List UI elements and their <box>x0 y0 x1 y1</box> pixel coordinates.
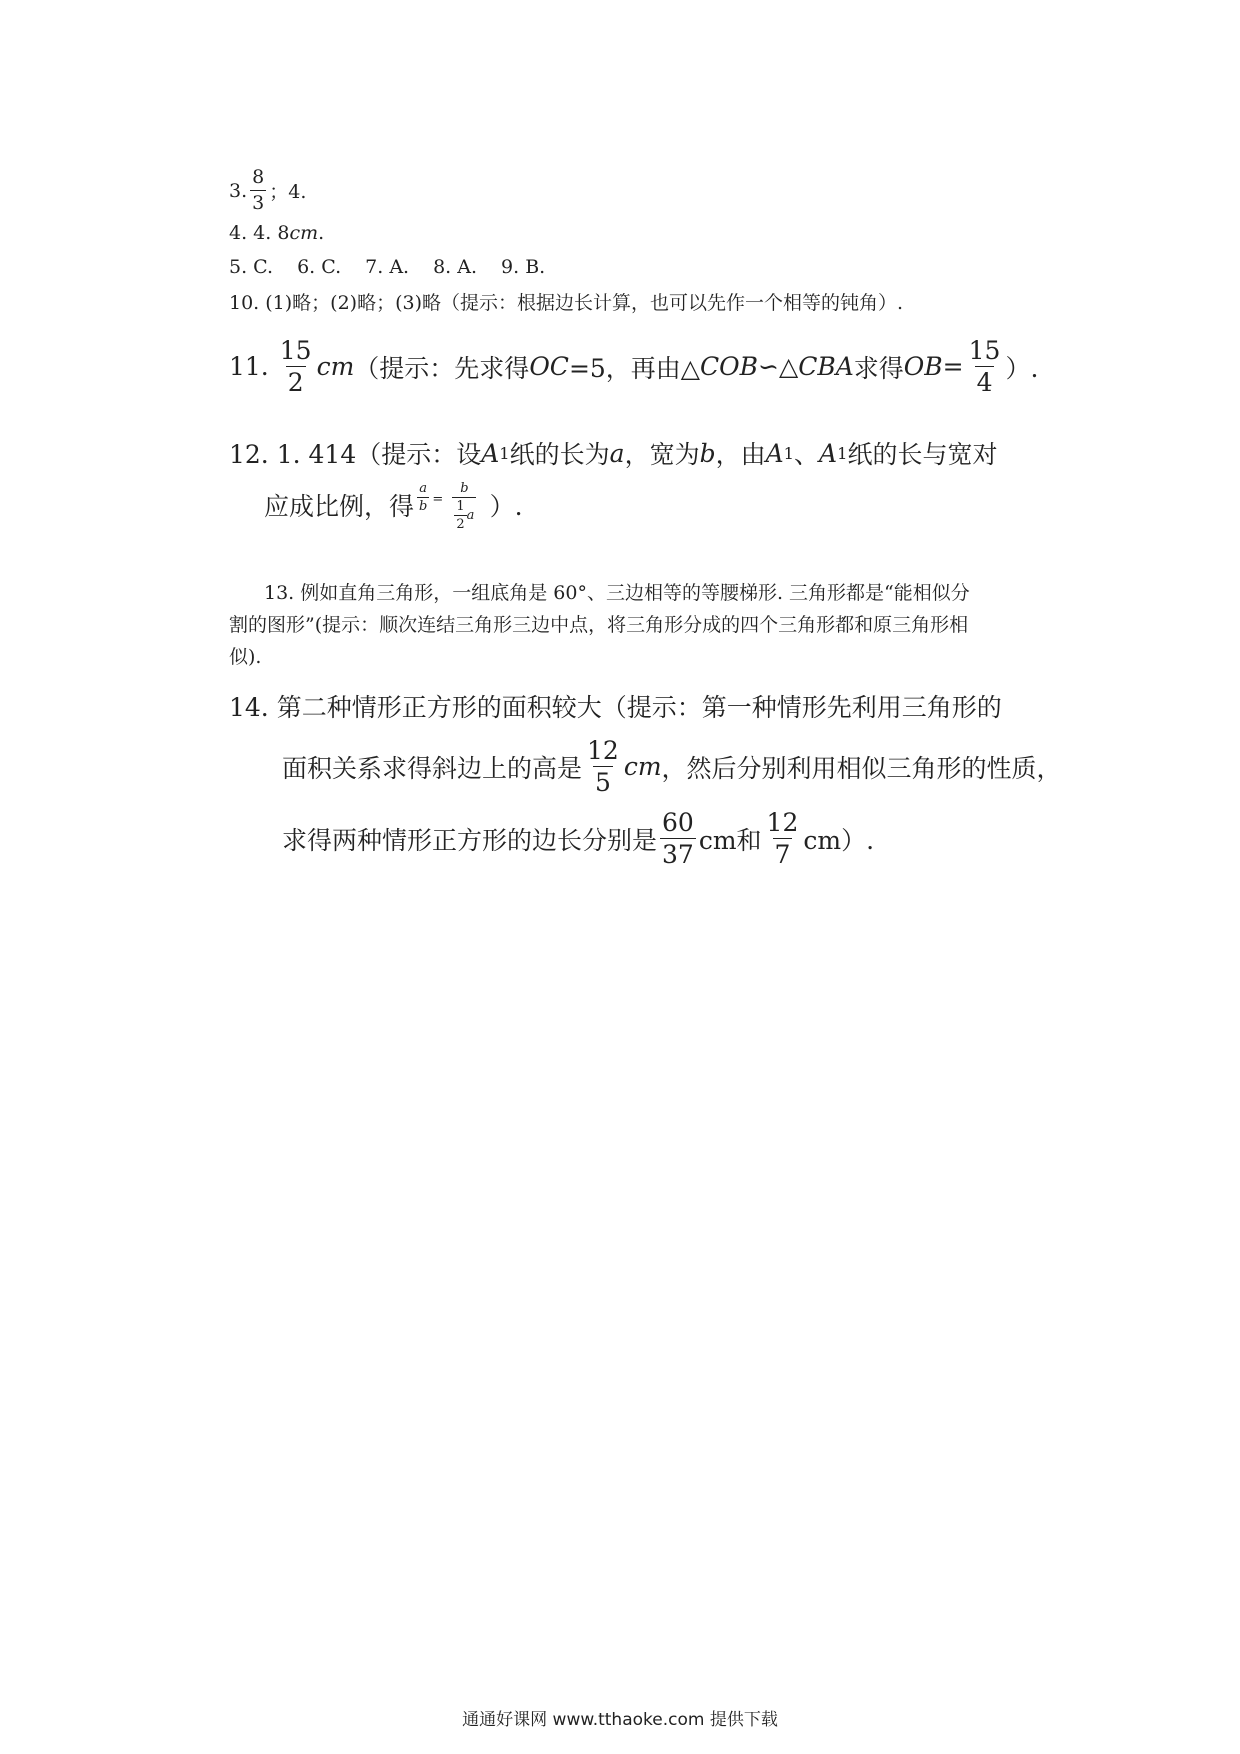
fraction-numerator: 15 <box>279 336 312 365</box>
answer-3-rest: ；4. <box>269 181 307 203</box>
triangle-cob: COB <box>700 352 759 381</box>
unit-cm: cm <box>623 752 662 781</box>
answer-12-line-2-start: 应成比例，得 <box>264 491 415 521</box>
fraction-denominator <box>452 497 476 531</box>
fraction-numerator: b <box>460 481 469 496</box>
answer-13-text: 割的图形”(提示：顺次连结三角形三边中点，将三角形分成的四个三角形都和原三角形相 <box>229 614 969 636</box>
answer-12-end: 纸的长与宽对 <box>847 440 998 469</box>
similar-symbol: ∽△ <box>758 352 799 381</box>
fraction-denominator: 2 <box>456 517 465 532</box>
answer-4-period: . <box>318 222 325 244</box>
paper-a1: A <box>481 438 500 468</box>
segment-ob: OB <box>903 352 943 381</box>
triangle-cba: CBA <box>798 352 854 381</box>
answer-14-line-1 <box>229 688 1002 724</box>
fraction-denominator: b <box>419 499 428 514</box>
answer-14-text: 面积关系求得斜边上的高是 <box>282 753 583 783</box>
answer-11-close: ）. <box>1005 353 1039 383</box>
ratio-b-over-half-a <box>446 482 482 531</box>
variable-a: a <box>609 438 625 468</box>
fraction-denominator: 5 <box>594 768 611 797</box>
answer-11-fraction-2 <box>967 338 1003 395</box>
answer-13-text: 13. 例如直角三角形，一组底角是 60°、三边相等的等腰梯形. 三角形都是“能相似分 <box>264 582 970 604</box>
answer-10-text: 10. (1)略；(2)略；(3)略（提示：根据边长计算，也可以先作一个相等的钝角）. <box>229 292 904 314</box>
answer-13-line-1 <box>264 578 970 605</box>
height-fraction <box>585 738 621 795</box>
side-length-fraction-1 <box>660 810 696 867</box>
fraction-numerator: 12 <box>766 808 799 837</box>
answer-12-text: 纸的长为 <box>509 440 610 469</box>
fraction-denominator: 2 <box>287 368 304 397</box>
answer-12-line-2 <box>264 478 523 531</box>
answer-3-number: 3. <box>229 179 248 202</box>
answer-12-text: ，由 <box>715 440 766 469</box>
paper-a1: A <box>765 438 784 468</box>
answer-12-start: 12. 1. 414（提示：设 <box>229 440 482 469</box>
equals-sign: = <box>432 492 444 507</box>
fraction-numerator: 12 <box>587 736 619 765</box>
equals-sign: = <box>942 352 964 381</box>
answer-11-hint: （提示：先求得 <box>354 353 530 383</box>
answer-14-text: ，然后分别利用相似三角形的性质， <box>661 753 1062 783</box>
fraction-numerator: 8 <box>252 166 265 188</box>
answer-11-hint-b: =5，再由△ <box>568 353 701 383</box>
fraction-numerator: 15 <box>968 336 1001 365</box>
answer-9: 9. B. <box>501 256 546 278</box>
answer-14-text: 14. 第二种情形正方形的面积较大（提示：第一种情形先利用三角形的 <box>229 693 1002 722</box>
variable-b: b <box>699 438 716 468</box>
fraction-numerator: a <box>419 481 428 496</box>
answer-3 <box>229 168 306 213</box>
footer-download-note: 通通好课网 www.tthaoke.com 提供下载 <box>462 1710 778 1730</box>
answer-13-text: 似). <box>229 646 262 668</box>
answer-11-number: 11. <box>229 352 269 381</box>
fraction-denominator: 3 <box>252 192 265 214</box>
ratio-a-over-b <box>417 482 429 513</box>
subscript: 1 <box>499 443 510 463</box>
answer-5: 5. C. <box>229 256 274 278</box>
answers-5-9 <box>229 256 545 278</box>
segment-oc: OC <box>529 352 569 381</box>
answer-6: 6. C. <box>297 256 342 278</box>
answer-11 <box>229 338 1038 395</box>
answer-14-line-2 <box>282 738 1062 795</box>
answer-13-line-2 <box>229 610 968 637</box>
answer-7: 7. A. <box>365 256 410 278</box>
answer-10 <box>229 288 903 315</box>
answer-12-line-1 <box>229 435 997 471</box>
answer-12-close: ）. <box>489 491 523 521</box>
subscript: 1 <box>837 443 848 463</box>
answer-14-line-3 <box>282 810 874 867</box>
answer-14-text: cm）. <box>803 825 875 855</box>
answer-12-text: ，宽为 <box>624 440 700 469</box>
answer-3-fraction <box>250 168 266 213</box>
side-length-fraction-2 <box>765 810 801 867</box>
answer-13-line-3 <box>229 642 261 669</box>
fraction-denominator: 7 <box>774 840 791 869</box>
fraction-numerator: 60 <box>662 808 694 837</box>
answer-12-text: 、 <box>794 440 820 469</box>
answer-14-text: 求得两种情形正方形的边长分别是 <box>282 825 658 855</box>
answer-4-text: 4. 4. 8 <box>229 222 290 244</box>
half-fraction <box>454 500 466 531</box>
fraction-numerator: 1 <box>456 499 465 514</box>
answer-11-unit: cm <box>316 352 355 381</box>
answer-4-unit: cm <box>289 222 319 244</box>
answer-11-fraction <box>278 338 314 395</box>
fraction-denominator: 37 <box>662 840 694 869</box>
answer-11-hint-c: 求得 <box>853 353 904 383</box>
subscript: 1 <box>783 443 795 463</box>
paper-a1: A <box>819 438 838 468</box>
answer-14-text: cm和 <box>698 825 762 855</box>
answer-4 <box>229 222 324 244</box>
variable-a: a <box>466 508 475 523</box>
answer-8: 8. A. <box>433 256 478 278</box>
fraction-denominator: 4 <box>976 368 993 397</box>
